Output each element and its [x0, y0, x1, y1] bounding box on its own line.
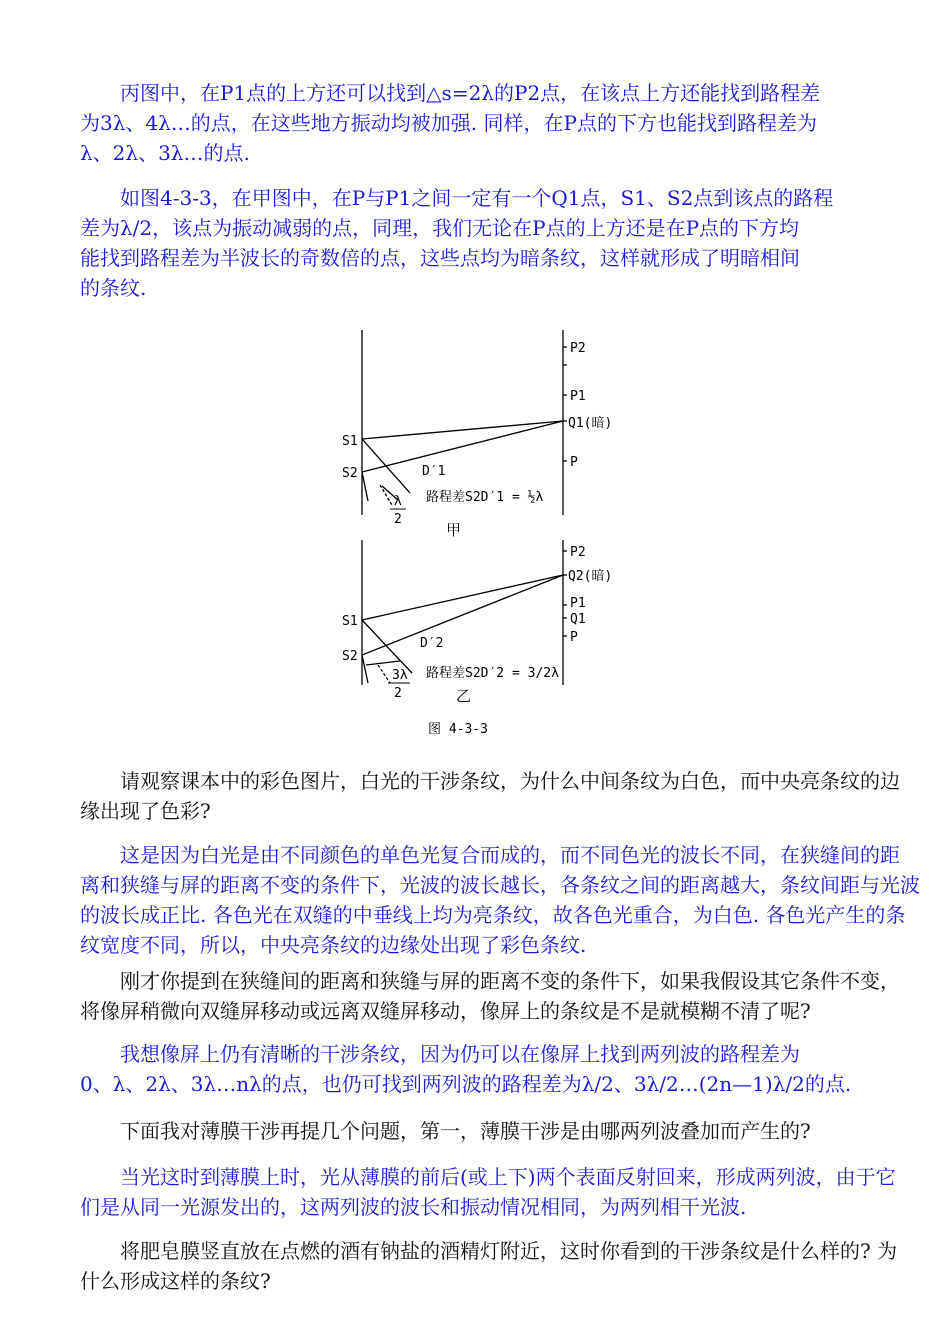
label-p1: P1 [570, 389, 586, 404]
ray-s1-q2 [362, 575, 563, 620]
label-p: P [570, 630, 578, 645]
text-line: 能找到路程差为半波长的奇数倍的点，这些点均为暗条纹，这样就形成了明暗相间 [80, 246, 800, 270]
text-line: 我想像屏上仍有清晰的干涉条纹，因为仍可以在像屏上找到两列波的路程差为 [120, 1042, 800, 1066]
label-d2: D′2 [420, 636, 444, 651]
label-s2: S2 [342, 649, 358, 664]
text-line: 们是从同一光源发出的，这两列波的波长和振动情况相同，为两列相干光波. [80, 1195, 747, 1219]
figure-4-3-3 [330, 325, 620, 745]
text-line: 这是因为白光是由不同颜色的单色光复合而成的，而不同色光的波长不同，在狭缝间的距 [120, 843, 900, 867]
text-line: 差为λ/2，该点为振动减弱的点，同理，我们无论在P点的上方还是在P点的下方均 [80, 216, 800, 240]
text-line: 将像屏稍微向双缝屏移动或远离双缝屏移动，像屏上的条纹是不是就模糊不清了呢? [80, 999, 811, 1023]
panel-a-diagram [362, 330, 567, 515]
text-line: 刚才你提到在狭缝间的距离和狭缝与屏的距离不变的条件下，如果我假设其它条件不变， [120, 969, 900, 993]
label-lambda-numerator: λ [394, 494, 402, 509]
label-p1: P1 [570, 596, 586, 611]
paragraph-question [80, 1236, 898, 1296]
label-p2: P2 [570, 341, 586, 356]
text-line: 丙图中，在P1点的上方还可以找到△s=2λ的P2点，在该点上方还能找到路程差 [120, 81, 821, 105]
perpendicular-s1-d1 [362, 439, 410, 493]
text-line: 下面我对薄膜干涉再提几个问题，第一，薄膜干涉是由哪两列波叠加而产生的? [120, 1119, 811, 1143]
label-q1: Q1 [570, 612, 586, 627]
label-p2: P2 [570, 545, 586, 560]
ray-s2-q2 [362, 575, 563, 655]
text-line: 当光这时到薄膜上时，光从薄膜的前后(或上下)两个表面反射回来，形成两列波，由于它 [120, 1165, 896, 1189]
label-s1: S1 [342, 434, 358, 449]
text-line: 为3λ、4λ…的点，在这些地方振动均被加强. 同样，在P点的下方也能找到路程差为 [80, 111, 817, 135]
label-q2-dark: Q2(暗) [568, 569, 613, 584]
label-p: P [570, 455, 578, 470]
text-line: 0、λ、2λ、3λ…nλ的点，也仍可找到两列波的路程差为λ/2、3λ/2…(2n—1)λ/2的点. [80, 1072, 852, 1096]
ray-s2-q1 [362, 421, 563, 472]
label-s2: S2 [342, 466, 358, 481]
text-line: 纹宽度不同，所以，中央亮条纹的边缘处出现了彩色条纹. [80, 933, 587, 957]
paragraph-answer [80, 183, 870, 303]
text-line: λ、2λ、3λ…的点. [80, 141, 250, 165]
label-s1: S1 [342, 614, 358, 629]
paragraph-question [80, 766, 900, 826]
text-line: 如图4-3-3，在甲图中，在P与P1之间一定有一个Q1点，S1、S2点到该点的路程 [120, 186, 834, 210]
label-d1: D′1 [422, 464, 446, 479]
paragraph-question [80, 1116, 870, 1146]
label-q1-dark: Q1(暗) [568, 416, 613, 431]
panel-a-label: 甲 [446, 521, 462, 539]
label-three-lambda-denominator: 2 [394, 686, 402, 701]
panel-a-labels [342, 341, 612, 539]
path-difference-b: 路程差S2D′2 = 3/2λ [426, 666, 559, 681]
paragraph-answer [80, 840, 920, 960]
panel-b-diagram [362, 540, 567, 685]
text-line: 离和狭缝与屏的距离不变的条件下，光波的波长越长，各条纹之间的距离越大，条纹间距与光波 [80, 873, 920, 897]
text-line: 的条纹. [80, 276, 147, 300]
text-line: 请观察课本中的彩色图片，白光的干涉条纹，为什么中间条纹为白色，而中央亮条纹的边 [120, 769, 900, 793]
ray-s1-q1 [362, 421, 563, 439]
paragraph-answer [80, 1039, 870, 1099]
paragraph-answer [80, 78, 870, 168]
label-lambda-denominator: 2 [394, 512, 402, 527]
text-line: 什么形成这样的条纹? [80, 1269, 271, 1293]
text-line: 的波长成正比. 各色光在双缝的中垂线上均为亮条纹，故各色光重合，为白色. 各色光产生的条 [80, 903, 906, 927]
text-line: 将肥皂膜竖直放在点燃的酒有钠盐的酒精灯附近，这时你看到的干涉条纹是什么样的? 为 [120, 1239, 898, 1263]
panel-b-label: 乙 [456, 687, 472, 705]
figure-caption: 图 4-3-3 [428, 722, 488, 737]
label-three-lambda-numerator: 3λ [392, 668, 408, 683]
paragraph-question [80, 966, 900, 1026]
path-difference-a: 路程差S2D′1 = ½λ [426, 490, 544, 505]
paragraph-answer [80, 1162, 896, 1222]
text-line: 缘出现了色彩? [80, 799, 211, 823]
